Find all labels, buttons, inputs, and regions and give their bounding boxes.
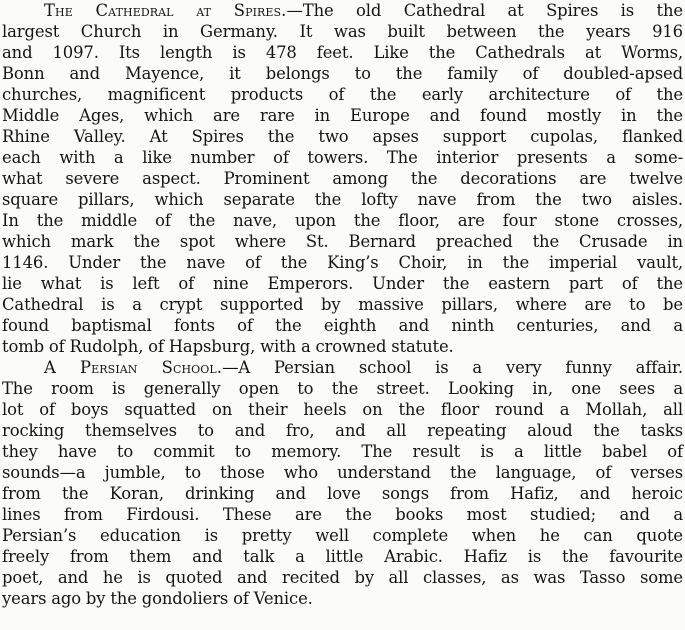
article-1-line-9: what severe aspect. Prominent among the decorations are twelve xyxy=(2,169,683,188)
article-1-line-6: Middle Ages, which are rare in Europe and found mostly in the xyxy=(2,106,683,125)
article-1-line-14: lie what is left of nine Emperors. Under the eastern part of the xyxy=(2,274,683,293)
article-1-line-3: and 1097. Its length is 478 feet. Like the Cathedrals at Worms, xyxy=(2,43,683,62)
article-2-line-11: poet, and he is quoted and recited by all classes, as was Tasso some xyxy=(2,568,683,587)
article-1-line-5: churches, magnificent products of the early architecture of the xyxy=(2,85,683,104)
article-1-line-1 xyxy=(44,0,683,21)
article-2-line-9: Persian’s education is pretty well complete when he can quote xyxy=(2,526,683,545)
article-1-line-12: which mark the spot where St. Bernard preached the Crusade in xyxy=(2,232,683,251)
article-2-line-6: sounds—a jumble, to those who understand the language, of verses xyxy=(2,463,683,482)
article-1-line-2: largest Church in Germany. It was built between the years 916 xyxy=(2,22,683,41)
article-1-line-10: square pillars, which separate the lofty nave from the two aisles. xyxy=(2,190,683,209)
article-2-line-1 xyxy=(44,357,683,378)
article-2-line-10: freely from them and talk a little Arabic. Hafiz is the favourite xyxy=(2,547,683,566)
article-2-line-7: from the Koran, drinking and love songs from Hafiz, and heroic xyxy=(2,484,683,503)
article-2-line-3: lot of boys squatted on their heels on the floor round a Mollah, all xyxy=(2,400,683,419)
article-1-line-16: found baptismal fonts of the eighth and ninth centuries, and a xyxy=(2,316,683,335)
article-1-line-13: 1146. Under the nave of the King’s Choir, in the imperial vault, xyxy=(2,253,683,272)
article-2-line-5: they have to commit to memory. The result is a little babel of xyxy=(2,442,683,461)
article-1-line-8: each with a like number of towers. The interior presents a some- xyxy=(2,148,683,167)
article-1-line-4: Bonn and Mayence, it belongs to the family of doubled-apsed xyxy=(2,64,683,83)
article-2-line-4: rocking themselves to and fro, and all repeating aloud the tasks xyxy=(2,421,683,440)
article-2-heading: A Persian School. xyxy=(44,358,223,377)
article-2-line-1-text: —A Persian school is a very funny affair. xyxy=(222,358,684,377)
article-1-line-11: In the middle of the nave, upon the floor, are four stone crosses, xyxy=(2,211,683,230)
article-1-line-17: tomb of Rudolph, of Hapsburg, with a crowned statute. xyxy=(2,337,454,356)
article-1-line-7: Rhine Valley. At Spires the two apses support cupolas, flanked xyxy=(2,127,683,146)
article-1-heading: The Cathedral at Spires. xyxy=(44,1,287,20)
article-1-line-1-text: —The old Cathedral at Spires is the xyxy=(286,1,684,20)
article-2-line-12: years ago by the gondoliers of Venice. xyxy=(2,589,313,608)
article-2-line-2: The room is generally open to the street. Looking in, one sees a xyxy=(2,379,683,398)
article-1-line-15: Cathedral is a crypt supported by massive pillars, where are to be xyxy=(2,295,683,314)
article-2-line-8: lines from Firdousi. These are the books most studied; and a xyxy=(2,505,683,524)
